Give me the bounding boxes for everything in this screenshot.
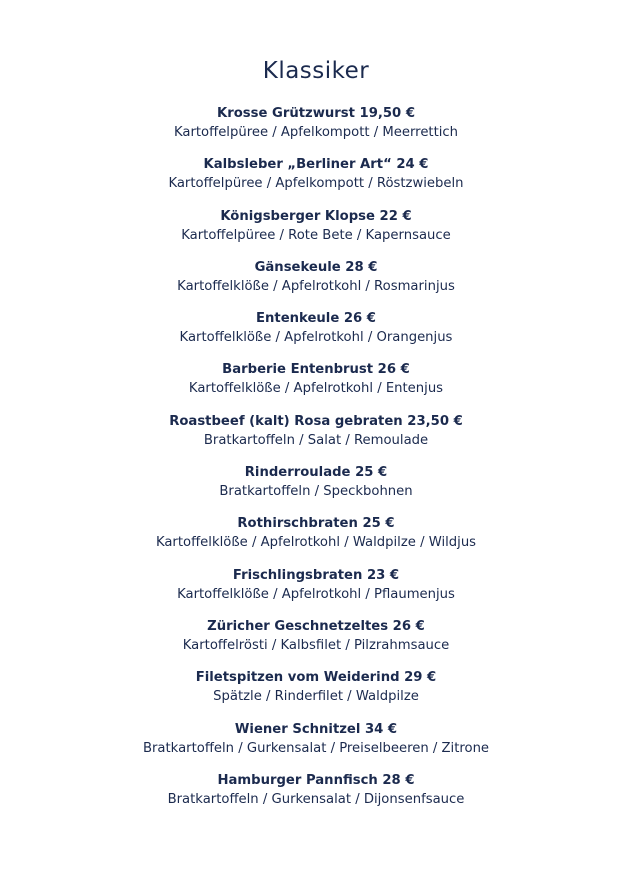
dish-item [0,720,632,771]
dish-sides: Bratkartoffeln / Salat / Remoulade [203,432,429,448]
dish-sides: Kartoffelpüree / Rote Bete / Kapernsauce [181,227,451,243]
dish-sides: Kartoffelklöße / Apfelrotkohl / Pflaumenjus [177,586,455,602]
dish-item [0,617,632,668]
dish-name: Entenkeule 26 € [256,311,376,327]
dish-item [0,207,632,258]
dish-sides: Kartoffelklöße / Apfelrotkohl / Waldpilze / Wildjus [155,535,477,551]
dish-name: Filetspitzen vom Weiderind 29 € [195,670,437,686]
dish-item [0,463,632,514]
dish-name: Hamburger Pannfisch 28 € [217,772,415,788]
dish-item [0,668,632,719]
dish-sides: Kartoffelpüree / Apfelkompott / Röstzwiebeln [168,176,464,192]
dish-sides: Bratkartoffeln / Speckbohnen [219,484,413,500]
dish-name: Wiener Schnitzel 34 € [234,721,398,737]
dish-item [0,360,632,411]
dish-name: Rinderroulade 25 € [244,465,388,481]
dish-sides: Kartoffelpüree / Apfelkompott / Meerrettich [173,125,459,140]
dish-sides: Kartoffelklöße / Apfelrotkohl / Rosmarinjus [177,278,455,294]
dish-item [0,104,632,155]
dish-name: Rothirschbraten 25 € [237,516,395,532]
dish-name: Kalbsleber „Berliner Art“ 24 € [203,157,429,173]
dish-sides: Kartoffelklöße / Apfelrotkohl / Orangenjus [179,330,453,346]
dish-item [0,514,632,565]
dish-name: Königsberger Klopse 22 € [220,208,412,224]
dish-sides: Kartoffelrösti / Kalbsfilet / Pilzrahmsauce [182,637,450,653]
dish-item [0,258,632,309]
dish-item [0,412,632,463]
dish-sides: Spätzle / Rinderfilet / Waldpilze [213,689,419,705]
dish-name: Frischlingsbraten 23 € [232,567,400,583]
dish-name: Roastbeef (kalt) Rosa gebraten 23,50 € [169,413,463,429]
dish-item [0,309,632,360]
dish-item [0,566,632,617]
dish-name: Gänsekeule 28 € [254,259,378,275]
dish-sides: Kartoffelklöße / Apfelrotkohl / Entenjus [188,381,444,397]
dish-name: Züricher Geschnetzeltes 26 € [207,618,425,634]
dish-item [0,771,632,822]
dish-item [0,155,632,206]
dish-sides: Bratkartoffeln / Gurkensalat / Dijonsenfsauce [167,791,465,807]
dish-name: Krosse Grützwurst 19,50 € [216,106,415,121]
menu-title: Klassiker [262,58,370,84]
dish-name: Barberie Entenbrust 26 € [222,362,410,378]
dish-sides: Bratkartoffeln / Gurkensalat / Preiselbeeren / Zitrone [142,740,490,756]
dish-list [0,104,632,822]
